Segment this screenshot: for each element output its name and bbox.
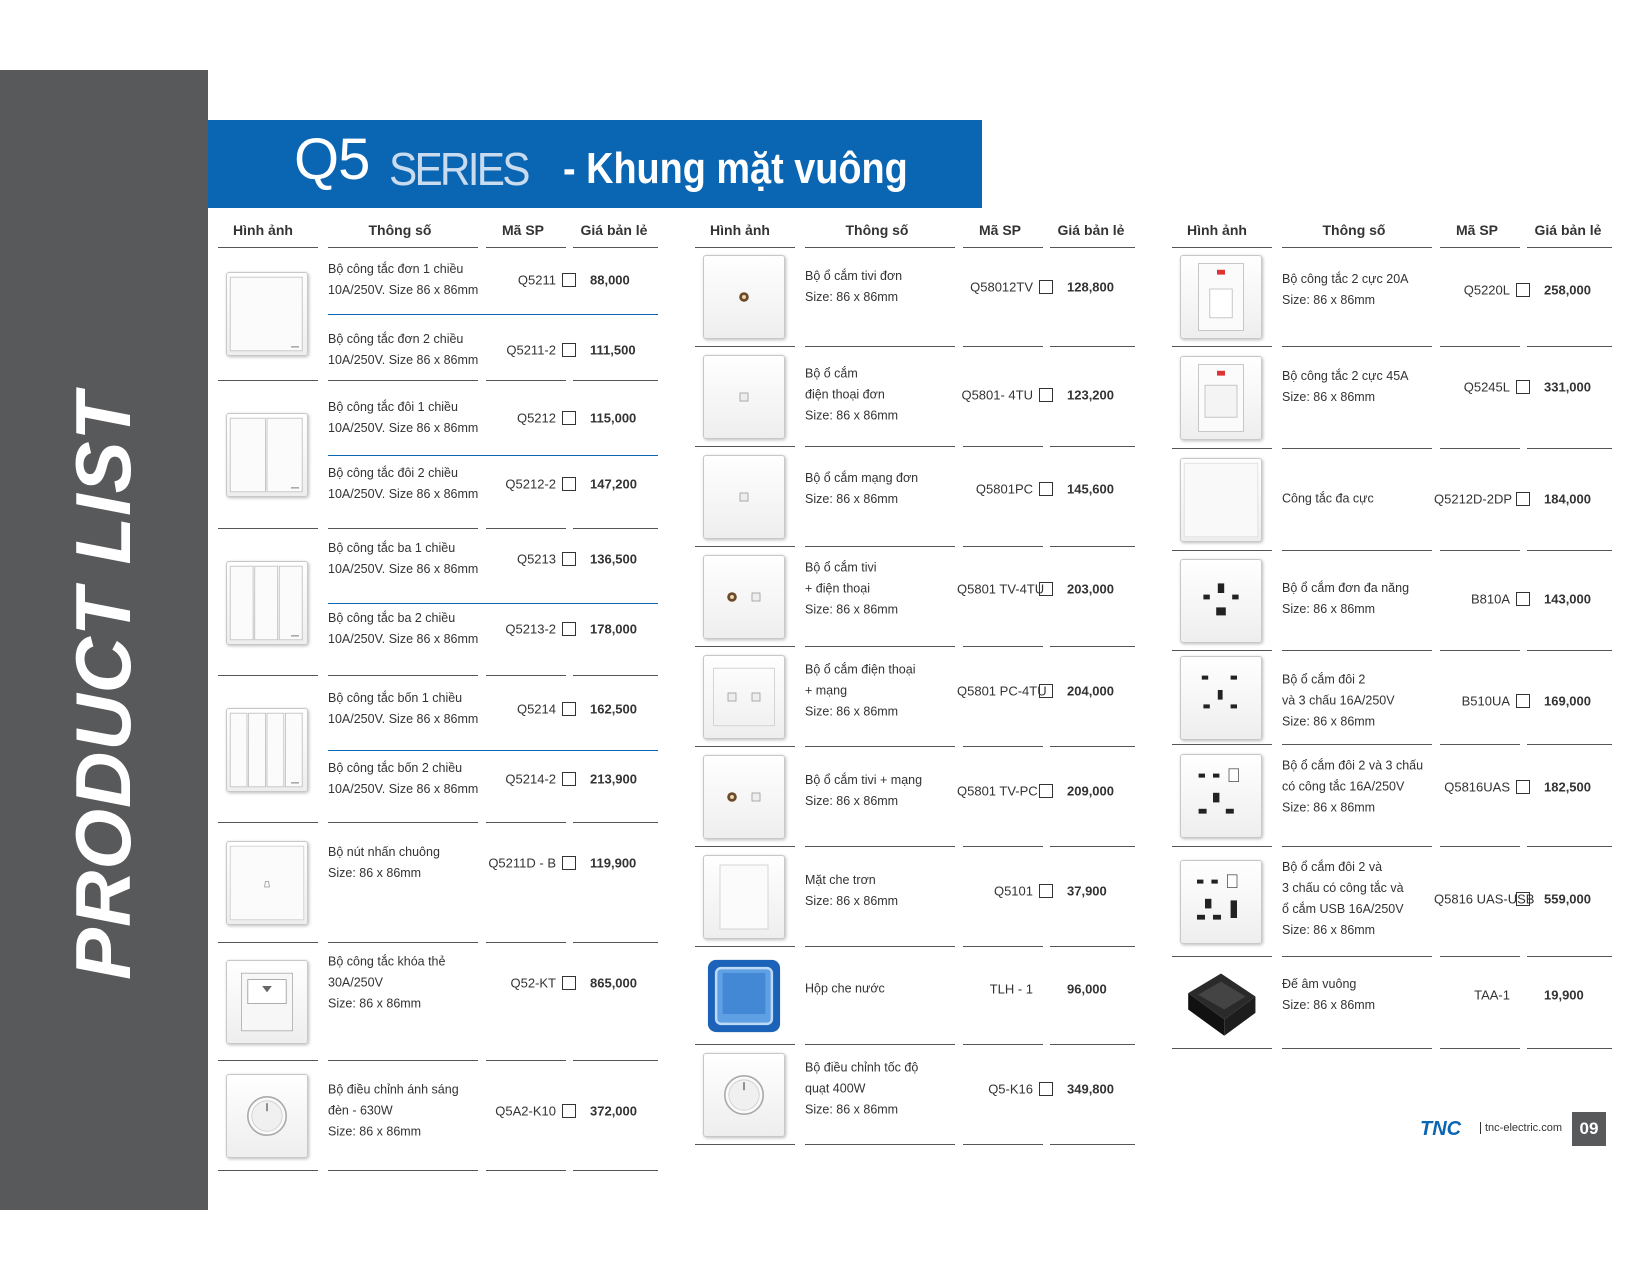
product-spec xyxy=(328,608,484,650)
product-group xyxy=(1172,745,1612,847)
spec-line: 10A/250V. Size 86 x 86mm xyxy=(328,283,479,297)
header-price: Giá bản lẻ xyxy=(1534,222,1602,238)
header-code: Mã SP xyxy=(1455,222,1498,238)
spec-line: 30A/250V xyxy=(328,975,383,990)
product-price: 96,000 xyxy=(1067,981,1107,997)
banner-q5: Q5 xyxy=(294,127,370,192)
product-price: 88,000 xyxy=(590,272,630,288)
product-group xyxy=(695,847,1135,947)
spec-line: Size: 86 x 86mm xyxy=(1282,390,1376,404)
product-price: 182,500 xyxy=(1544,779,1591,795)
product-group xyxy=(218,381,658,529)
order-checkbox[interactable] xyxy=(1516,780,1530,794)
product-column-3 xyxy=(1172,217,1612,1049)
row-divider xyxy=(1172,1048,1272,1049)
row-divider xyxy=(573,1170,658,1171)
header-spec: Thông số xyxy=(1322,222,1386,238)
product-group xyxy=(218,529,658,676)
spec-line: 10A/250V. Size 86 x 86mm xyxy=(328,421,479,435)
product-price: 136,500 xyxy=(590,551,637,567)
spec-line: 10A/250V. Size 86 x 86mm xyxy=(328,562,479,576)
spec-line: Bộ điều chỉnh tốc độ xyxy=(805,1060,919,1075)
row-divider xyxy=(695,1144,795,1145)
spec-line: Bộ công tắc 2 cực 45A xyxy=(1282,369,1409,383)
order-checkbox[interactable] xyxy=(1039,280,1053,294)
product-spec xyxy=(328,463,484,505)
spec-line: 10A/250V. Size 86 x 86mm xyxy=(328,632,479,646)
product-spec xyxy=(805,558,961,621)
header-code: Mã SP xyxy=(978,222,1021,238)
product-column-1 xyxy=(218,217,658,1171)
product-spec xyxy=(1282,670,1438,733)
product-spec xyxy=(1282,489,1438,510)
spec-line: Bộ công tắc 2 cực 20A xyxy=(1282,272,1409,286)
product-code: TAA-1 xyxy=(1474,987,1510,1003)
header-spec: Thông số xyxy=(845,222,909,238)
product-spec xyxy=(1282,756,1438,819)
order-checkbox[interactable] xyxy=(1039,784,1053,798)
product-spec xyxy=(1282,366,1438,408)
product-code: Q5801 TV-PC xyxy=(957,783,1038,799)
spec-line: Size: 86 x 86mm xyxy=(805,290,899,304)
product-group xyxy=(1172,847,1612,957)
product-spec xyxy=(1282,974,1438,1016)
spec-line: Bộ công tắc ba 1 chiều xyxy=(328,541,456,555)
product-group xyxy=(695,947,1135,1045)
product-spec xyxy=(328,1080,484,1143)
product-row xyxy=(218,676,658,823)
order-checkbox[interactable] xyxy=(562,477,576,491)
product-price: 128,800 xyxy=(1067,279,1114,295)
product-spec xyxy=(328,842,484,884)
spec-line: Bộ ổ cắm tivi xyxy=(805,560,877,575)
row-divider xyxy=(218,1170,318,1171)
product-price: 213,900 xyxy=(590,771,637,787)
product-row xyxy=(695,647,1135,747)
order-checkbox[interactable] xyxy=(1039,582,1053,596)
product-column-2 xyxy=(695,217,1135,1145)
product-spec xyxy=(1282,269,1438,311)
product-row xyxy=(218,1061,658,1171)
product-price: 123,200 xyxy=(1067,387,1114,403)
row-divider xyxy=(963,1144,1043,1145)
order-checkbox[interactable] xyxy=(1516,380,1530,394)
product-price: 209,000 xyxy=(1067,783,1114,799)
product-code: Q5211-2 xyxy=(506,342,556,358)
product-code: Q52-KT xyxy=(510,975,556,991)
order-checkbox[interactable] xyxy=(1039,388,1053,402)
product-group xyxy=(1172,247,1612,347)
product-code: Q5214 xyxy=(516,701,556,717)
spec-line: Bộ ổ cắm đơn đa năng xyxy=(1282,581,1410,595)
spec-line: quạt 400W xyxy=(805,1081,866,1096)
spec-line: Size: 86 x 86mm xyxy=(1282,800,1376,815)
product-row xyxy=(695,447,1135,547)
product-spec xyxy=(805,979,961,1000)
product-row xyxy=(1172,247,1612,347)
spec-line: Bộ ổ cắm mạng đơn xyxy=(805,471,919,485)
product-price: 865,000 xyxy=(590,975,637,991)
product-price: 111,500 xyxy=(590,342,636,358)
product-row xyxy=(1172,449,1612,551)
product-group xyxy=(695,647,1135,747)
product-code: Q5214-2 xyxy=(505,771,556,787)
footer xyxy=(1420,1112,1606,1146)
product-price: 119,900 xyxy=(590,855,637,871)
header-image: Hình ảnh xyxy=(710,222,770,238)
product-code: Q5801 TV-4TU xyxy=(957,581,1045,597)
product-spec xyxy=(805,364,961,427)
product-price: 349,800 xyxy=(1067,1081,1114,1097)
product-row xyxy=(218,381,658,529)
spec-line: 10A/250V. Size 86 x 86mm xyxy=(328,487,479,501)
spec-line: Bộ ổ cắm tivi + mạng xyxy=(805,773,923,787)
header-image: Hình ảnh xyxy=(233,222,293,238)
spec-line: Bộ công tắc đơn 1 chiều xyxy=(328,262,464,276)
product-group xyxy=(1172,347,1612,449)
product-code: B810A xyxy=(1470,591,1510,607)
product-group xyxy=(695,547,1135,647)
row-divider xyxy=(1440,1048,1520,1049)
order-checkbox[interactable] xyxy=(1039,1082,1053,1096)
spec-line: Size: 86 x 86mm xyxy=(805,408,899,423)
spec-line: Size: 86 x 86mm xyxy=(1282,998,1376,1012)
order-checkbox[interactable] xyxy=(562,772,576,786)
product-group xyxy=(1172,449,1612,551)
product-group xyxy=(218,823,658,943)
spec-line: Size: 86 x 86mm xyxy=(328,996,422,1011)
product-group xyxy=(218,943,658,1061)
product-spec xyxy=(328,952,484,1015)
spec-line: Bộ ổ cắm đôi 2 xyxy=(1282,672,1366,687)
product-code: Q5212D-2DP xyxy=(1434,491,1513,507)
product-spec xyxy=(805,870,961,912)
spec-line: Size: 86 x 86mm xyxy=(805,602,899,617)
spec-line: điện thoại đơn xyxy=(805,387,885,402)
banner-series: SERIES xyxy=(389,143,528,195)
spec-line: Size: 86 x 86mm xyxy=(328,866,422,880)
product-code: Q5212-2 xyxy=(505,476,556,492)
product-code: Q5801 PC-4TU xyxy=(957,683,1047,699)
spec-line: 10A/250V. Size 86 x 86mm xyxy=(328,353,479,367)
product-price: 258,000 xyxy=(1544,282,1591,298)
order-checkbox[interactable] xyxy=(1039,482,1053,496)
product-row xyxy=(218,247,658,381)
product-price: 331,000 xyxy=(1544,379,1591,395)
spec-line: Bộ ổ cắm đôi 2 và 3 chấu xyxy=(1282,758,1424,773)
order-checkbox[interactable] xyxy=(1516,694,1530,708)
product-group xyxy=(1172,551,1612,651)
product-group xyxy=(695,1045,1135,1145)
spec-line: Size: 86 x 86mm xyxy=(1282,714,1376,729)
header-spec: Thông số xyxy=(368,222,432,238)
product-spec xyxy=(805,468,961,510)
header-image: Hình ảnh xyxy=(1187,222,1247,238)
spec-line: Bộ ổ cắm đôi 2 và xyxy=(1282,860,1383,874)
product-price: 372,000 xyxy=(590,1103,637,1119)
spec-line: Size: 86 x 86mm xyxy=(805,492,899,506)
product-row xyxy=(1172,651,1612,745)
product-group xyxy=(1172,651,1612,745)
product-code: Q5A2-K10 xyxy=(495,1103,556,1119)
product-group xyxy=(218,1061,658,1171)
tnc-logo: TNC xyxy=(1420,1118,1462,1140)
row-divider xyxy=(805,1144,955,1145)
product-spec xyxy=(805,660,961,723)
spec-line: đèn - 630W xyxy=(328,1103,393,1118)
spec-line: Bộ công tắc đơn 2 chiều xyxy=(328,332,464,346)
order-checkbox[interactable] xyxy=(562,343,576,357)
product-code: Q5211 xyxy=(517,272,556,288)
spec-line: 10A/250V. Size 86 x 86mm xyxy=(328,782,479,796)
product-spec xyxy=(328,758,484,800)
product-row xyxy=(695,747,1135,847)
website-text: tnc-electric.com xyxy=(1480,1122,1562,1134)
order-checkbox[interactable] xyxy=(562,1104,576,1118)
column-header-row xyxy=(695,217,1135,247)
product-code: Q5220L xyxy=(1463,282,1510,298)
spec-line: Công tắc đa cực xyxy=(1282,491,1374,506)
sidebar-band xyxy=(0,70,208,1210)
product-row xyxy=(1172,745,1612,847)
order-checkbox[interactable] xyxy=(1039,684,1053,698)
product-code: TLH - 1 xyxy=(989,981,1033,997)
spec-line: Đế âm vuông xyxy=(1282,977,1357,991)
product-price: 147,200 xyxy=(590,476,637,492)
product-group xyxy=(218,247,658,381)
product-row xyxy=(695,1045,1135,1145)
spec-line: Bộ công tắc đôi 2 chiều xyxy=(328,466,458,480)
spec-line: 3 chấu có công tắc và xyxy=(1282,881,1404,895)
product-spec xyxy=(328,329,484,371)
row-divider xyxy=(486,1170,566,1171)
product-price: 19,900 xyxy=(1544,987,1584,1003)
spec-line: Bộ công tắc bốn 2 chiều xyxy=(328,761,463,775)
product-price: 203,000 xyxy=(1067,581,1114,597)
product-price: 145,600 xyxy=(1067,481,1114,497)
order-checkbox[interactable] xyxy=(1516,592,1530,606)
spec-line: Size: 86 x 86mm xyxy=(328,1124,422,1139)
spec-line: 10A/250V. Size 86 x 86mm xyxy=(328,712,479,726)
product-row xyxy=(1172,957,1612,1049)
product-code: Q5801PC xyxy=(975,481,1033,497)
product-price: 178,000 xyxy=(590,621,637,637)
spec-line: Bộ ổ cắm xyxy=(805,366,858,381)
spec-line: Mặt che trơn xyxy=(805,873,876,887)
spec-line: + mạng xyxy=(805,683,848,698)
order-checkbox[interactable] xyxy=(1039,884,1053,898)
product-row xyxy=(695,547,1135,647)
column-header-row xyxy=(1172,217,1612,247)
header-price: Giá bản lẻ xyxy=(1057,222,1125,238)
spec-line: Size: 86 x 86mm xyxy=(805,794,899,808)
product-row xyxy=(695,247,1135,347)
product-spec xyxy=(805,1058,961,1121)
product-row xyxy=(695,947,1135,1045)
product-group xyxy=(218,676,658,823)
order-checkbox[interactable] xyxy=(562,622,576,636)
product-price: 162,500 xyxy=(590,701,637,717)
product-code: Q5245L xyxy=(1463,379,1510,395)
product-spec xyxy=(1282,857,1438,941)
spec-line: Bộ nút nhấn chuông xyxy=(328,845,440,859)
product-row xyxy=(695,347,1135,447)
product-code: Q5101 xyxy=(993,883,1033,899)
product-spec xyxy=(805,770,961,812)
product-group xyxy=(1172,957,1612,1049)
product-row xyxy=(695,847,1135,947)
product-row xyxy=(1172,847,1612,957)
product-spec xyxy=(1282,578,1438,620)
spec-line: Size: 86 x 86mm xyxy=(805,1102,899,1117)
product-code: Q5213-2 xyxy=(505,621,556,637)
product-price: 37,900 xyxy=(1067,883,1107,899)
product-row xyxy=(1172,347,1612,449)
spec-line: Bộ điều chỉnh ánh sáng xyxy=(328,1082,459,1097)
spec-line: Bộ công tắc ba 2 chiều xyxy=(328,611,456,625)
spec-line: Size: 86 x 86mm xyxy=(1282,923,1376,937)
spec-line: Bộ ổ cắm điện thoại xyxy=(805,662,916,677)
order-checkbox[interactable] xyxy=(562,856,576,870)
product-row xyxy=(218,529,658,676)
product-row xyxy=(1172,551,1612,651)
order-checkbox[interactable] xyxy=(562,976,576,990)
product-price: 143,000 xyxy=(1544,591,1591,607)
banner-subtitle: - Khung mặt vuông xyxy=(563,144,908,193)
product-code: Q5212 xyxy=(516,410,556,426)
spec-line: ổ cắm USB 16A/250V xyxy=(1282,902,1404,916)
spec-line: Size: 86 x 86mm xyxy=(805,894,899,908)
spec-line: + điện thoại xyxy=(805,581,870,596)
product-row xyxy=(218,943,658,1061)
product-code: Q5816UAS xyxy=(1444,779,1510,795)
product-group xyxy=(695,247,1135,347)
row-divider xyxy=(1527,1048,1612,1049)
product-code: Q5816 UAS-USB xyxy=(1434,891,1535,907)
page-number: 09 xyxy=(1572,1112,1606,1146)
product-row xyxy=(218,823,658,943)
product-group xyxy=(695,747,1135,847)
spec-line: Size: 86 x 86mm xyxy=(1282,293,1376,307)
order-checkbox[interactable] xyxy=(1516,492,1530,506)
header-price: Giá bản lẻ xyxy=(580,222,648,238)
spec-line: Bộ công tắc bốn 1 chiều xyxy=(328,691,463,705)
product-spec xyxy=(805,266,961,308)
spec-line: có công tắc 16A/250V xyxy=(1282,779,1405,794)
product-code: Q5213 xyxy=(516,551,556,567)
product-group xyxy=(695,447,1135,547)
product-group xyxy=(695,347,1135,447)
product-price: 184,000 xyxy=(1544,491,1591,507)
product-price: 204,000 xyxy=(1067,683,1114,699)
header-code: Mã SP xyxy=(501,222,544,238)
product-code: Q58012TV xyxy=(970,279,1033,295)
spec-line: Size: 86 x 86mm xyxy=(1282,602,1376,616)
spec-line: Hộp che nước xyxy=(805,981,885,996)
order-checkbox[interactable] xyxy=(1516,283,1530,297)
row-divider xyxy=(328,1170,478,1171)
product-code: Q5211D - B xyxy=(488,855,556,871)
spec-line: Bộ công tắc đôi 1 chiều xyxy=(328,400,458,414)
spec-line: Size: 86 x 86mm xyxy=(805,704,899,719)
column-header-row xyxy=(218,217,658,247)
order-checkbox[interactable] xyxy=(1516,892,1530,906)
row-divider xyxy=(1282,1048,1432,1049)
product-price: 169,000 xyxy=(1544,693,1591,709)
product-price: 115,000 xyxy=(590,410,637,426)
sidebar-title: PRODUCT LIST xyxy=(59,391,147,980)
product-code: Q5-K16 xyxy=(988,1081,1033,1097)
spec-line: Bộ công tắc khóa thẻ xyxy=(328,954,446,969)
product-price: 559,000 xyxy=(1544,891,1591,907)
spec-line: và 3 chấu 16A/250V xyxy=(1282,693,1395,708)
series-banner xyxy=(208,120,982,208)
product-code: Q5801- 4TU xyxy=(961,387,1033,403)
row-divider xyxy=(1050,1144,1135,1145)
product-code: B510UA xyxy=(1461,693,1510,709)
spec-line: Bộ ổ cắm tivi đơn xyxy=(805,269,903,283)
